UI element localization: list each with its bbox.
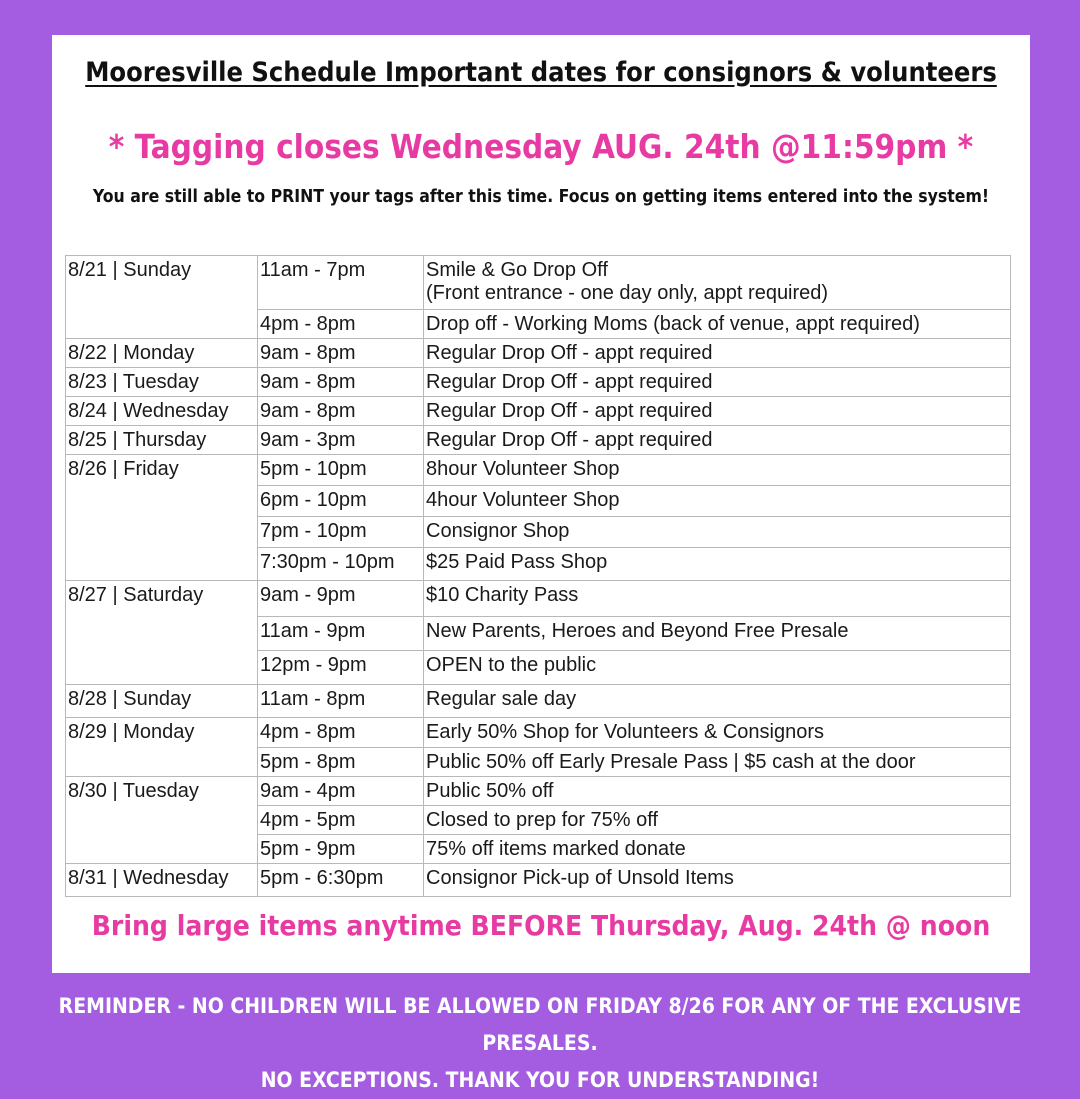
schedule-day: 8/22 | Monday <box>66 339 258 368</box>
schedule-event <box>424 581 1011 617</box>
schedule-row <box>66 581 1011 617</box>
schedule-event <box>424 517 1011 548</box>
schedule-day: 8/31 | Wednesday <box>66 864 258 897</box>
schedule-event-label: Smile & Go Drop Off <box>426 259 608 281</box>
schedule-event-label: Regular sale day <box>426 688 577 710</box>
schedule-time: 5pm - 6:30pm <box>258 864 424 897</box>
schedule-time: 9am - 4pm <box>258 777 424 806</box>
schedule-day: 8/30 | Tuesday <box>66 777 258 864</box>
schedule-day: 8/28 | Sunday <box>66 685 258 718</box>
schedule-event-label: OPEN to the public <box>426 654 597 676</box>
schedule-time: 12pm - 9pm <box>258 651 424 685</box>
schedule-event <box>424 339 1011 368</box>
schedule-event <box>424 256 1011 310</box>
schedule-event <box>424 397 1011 426</box>
schedule-event-label: Public 50% off Early Presale Pass | $5 cash at the door <box>426 751 916 773</box>
schedule-event <box>424 685 1011 718</box>
schedule-event-label: Regular Drop Off - appt required <box>426 342 713 364</box>
schedule-time: 5pm - 9pm <box>258 835 424 864</box>
schedule-time: 9am - 8pm <box>258 339 424 368</box>
schedule-time: 4pm - 5pm <box>258 806 424 835</box>
schedule-day: 8/29 | Monday <box>66 718 258 777</box>
schedule-time: 11am - 8pm <box>258 685 424 718</box>
large-items-note: Bring large items anytime BEFORE Thursday, Aug. 24th @ noon <box>91 909 991 942</box>
schedule-event-label: 75% off items marked donate <box>426 838 686 860</box>
schedule-row <box>66 777 1011 806</box>
schedule-day: 8/21 | Sunday <box>66 256 258 339</box>
schedule-row <box>66 864 1011 897</box>
schedule-day: 8/24 | Wednesday <box>66 397 258 426</box>
schedule-time: 9am - 9pm <box>258 581 424 617</box>
schedule-time: 11am - 9pm <box>258 617 424 651</box>
schedule-event <box>424 455 1011 486</box>
schedule-event <box>424 486 1011 517</box>
schedule-event <box>424 651 1011 685</box>
schedule-event-label: Consignor Shop <box>426 520 570 542</box>
schedule-time: 7:30pm - 10pm <box>258 548 424 581</box>
schedule-event-detail: (Front entrance - one day only, appt required) <box>426 282 829 304</box>
schedule-event <box>424 718 1011 748</box>
schedule-row <box>66 718 1011 748</box>
schedule-event-label: Regular Drop Off - appt required <box>426 429 713 451</box>
schedule-day: 8/27 | Saturday <box>66 581 258 685</box>
schedule-event <box>424 617 1011 651</box>
schedule-day: 8/23 | Tuesday <box>66 368 258 397</box>
schedule-table <box>65 255 1011 897</box>
schedule-event-label: 4hour Volunteer Shop <box>426 489 620 511</box>
schedule-card <box>52 35 1030 973</box>
reminder-line-2: NO EXCEPTIONS. THANK YOU FOR UNDERSTANDING! <box>260 1068 820 1092</box>
schedule-row <box>66 339 1011 368</box>
schedule-day: 8/25 | Thursday <box>66 426 258 455</box>
schedule-event-label: 8hour Volunteer Shop <box>426 458 620 480</box>
schedule-event-label: Closed to prep for 75% off <box>426 809 658 831</box>
reminder-line-1: REMINDER - NO CHILDREN WILL BE ALLOWED ON FRIDAY 8/26 FOR ANY OF THE EXCLUSIVE PRESALES. <box>58 994 1022 1055</box>
schedule-time: 11am - 7pm <box>258 256 424 310</box>
schedule-event-label: Regular Drop Off - appt required <box>426 400 713 422</box>
schedule-time: 7pm - 10pm <box>258 517 424 548</box>
print-tags-note: You are still able to PRINT your tags after this time. Focus on getting items entered into the system! <box>92 187 990 207</box>
schedule-time: 9am - 8pm <box>258 368 424 397</box>
schedule-event-label: Drop off - Working Moms (back of venue, appt required) <box>426 313 920 335</box>
schedule-row <box>66 256 1011 310</box>
schedule-row <box>66 426 1011 455</box>
tagging-deadline: * Tagging closes Wednesday AUG. 24th @11:59pm * <box>108 127 974 166</box>
schedule-row <box>66 397 1011 426</box>
schedule-time: 4pm - 8pm <box>258 310 424 339</box>
schedule-day: 8/26 | Friday <box>66 455 258 581</box>
schedule-row <box>66 455 1011 486</box>
schedule-event <box>424 548 1011 581</box>
schedule-time: 6pm - 10pm <box>258 486 424 517</box>
schedule-event <box>424 806 1011 835</box>
schedule-body <box>66 256 1011 897</box>
schedule-event-label: $10 Charity Pass <box>426 584 579 606</box>
schedule-time: 9am - 8pm <box>258 397 424 426</box>
schedule-event <box>424 777 1011 806</box>
schedule-event-label: $25 Paid Pass Shop <box>426 551 608 573</box>
schedule-event <box>424 835 1011 864</box>
schedule-event-label: Consignor Pick-up of Unsold Items <box>426 867 734 889</box>
schedule-time: 5pm - 10pm <box>258 455 424 486</box>
schedule-event <box>424 864 1011 897</box>
schedule-event-label: Early 50% Shop for Volunteers & Consignors <box>426 721 824 743</box>
schedule-row <box>66 368 1011 397</box>
schedule-row <box>66 685 1011 718</box>
schedule-event <box>424 426 1011 455</box>
schedule-event <box>424 310 1011 339</box>
schedule-event-label: New Parents, Heroes and Beyond Free Presale <box>426 620 849 642</box>
page-title: Mooresville Schedule Important dates for consignors & volunteers <box>85 57 997 88</box>
reminder-banner <box>0 988 1080 1099</box>
schedule-event <box>424 368 1011 397</box>
schedule-event-label: Public 50% off <box>426 780 554 802</box>
schedule-event-label: Regular Drop Off - appt required <box>426 371 713 393</box>
schedule-time: 9am - 3pm <box>258 426 424 455</box>
schedule-time: 5pm - 8pm <box>258 748 424 777</box>
schedule-event <box>424 748 1011 777</box>
schedule-time: 4pm - 8pm <box>258 718 424 748</box>
